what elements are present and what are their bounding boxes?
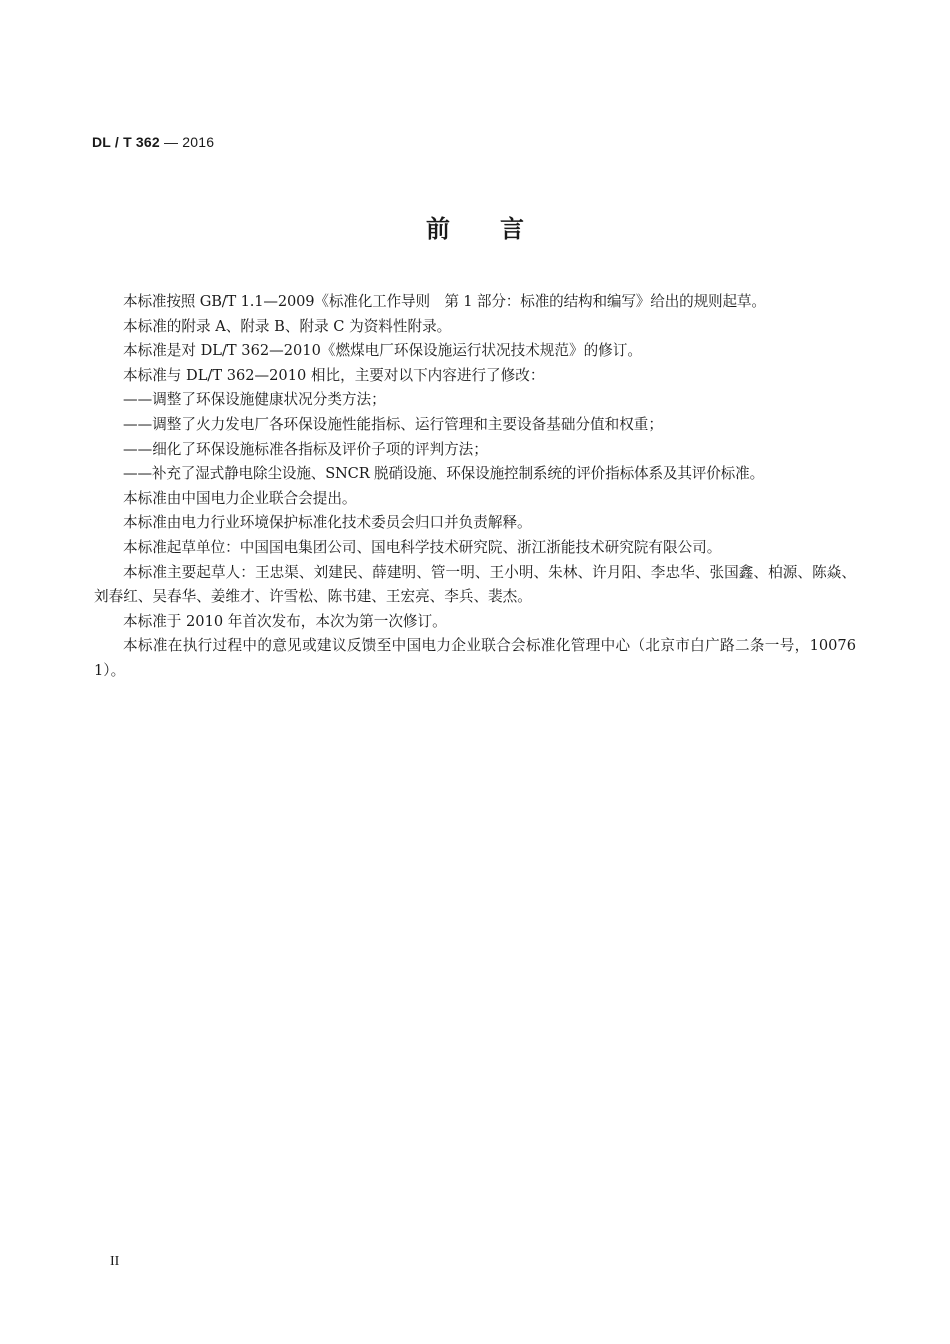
foreword-body	[94, 290, 856, 684]
list-item-change: ——补充了湿式静电除尘设施、SNCR 脱硝设施、环保设施控制系统的评价指标体系及其评价标准。	[123, 465, 765, 483]
list-item-change: ——细化了环保设施标准各指标及评价子项的评判方法；	[123, 440, 488, 458]
list-item-change: ——调整了火力发电厂各环保设施性能指标、运行管理和主要设备基础分值和权重；	[123, 415, 663, 433]
page-title: 前言	[426, 215, 574, 243]
paragraph-drafting-rules: 本标准按照 GB/T 1.1—2009《标准化工作导则 第 1 部分：标准的结构和编写》给出的规则起草。	[123, 293, 766, 310]
standard-year: — 2016	[159, 134, 215, 150]
paragraph-drafting-units: 本标准起草单位：中国国电集团公司、国电科学技术研究院、浙江浙能技术研究院有限公司。	[123, 538, 722, 556]
page-number: II	[110, 1254, 120, 1269]
paragraph-changes-intro: 本标准与 DL/T 362—2010 相比，主要对以下内容进行了修改：	[123, 366, 545, 384]
paragraph-first-published: 本标准于 2010 年首次发布，本次为第一次修订。	[123, 612, 447, 630]
paragraph-proposed-by: 本标准由中国电力企业联合会提出。	[123, 489, 357, 507]
paragraph-appendices: 本标准的附录 A、附录 B、附录 C 为资料性附录。	[123, 317, 452, 335]
list-item-change: ——调整了环保设施健康状况分类方法；	[123, 391, 386, 409]
paragraph-revision-of: 本标准是对 DL/T 362—2010《燃煤电厂环保设施运行状况技术规范》的修订。	[123, 342, 642, 360]
paragraph-managed-by: 本标准由电力行业环境保护标准化技术委员会归口并负责解释。	[123, 514, 532, 532]
standard-code: DL / T 362	[92, 134, 160, 150]
standard-code-header	[92, 134, 214, 150]
paragraph-feedback: 本标准在执行过程中的意见或建议反馈至中国电力企业联合会标准化管理中心（北京市白广路二条一号，100761）。	[94, 637, 856, 679]
paragraph-drafters: 本标准主要起草人：王忠渠、刘建民、薛建明、管一明、王小明、朱林、许月阳、李忠华、张国鑫、柏源、陈焱、刘春红、吴春华、姜维才、许雪松、陈书建、王宏亮、李兵、裴杰。	[94, 563, 856, 606]
